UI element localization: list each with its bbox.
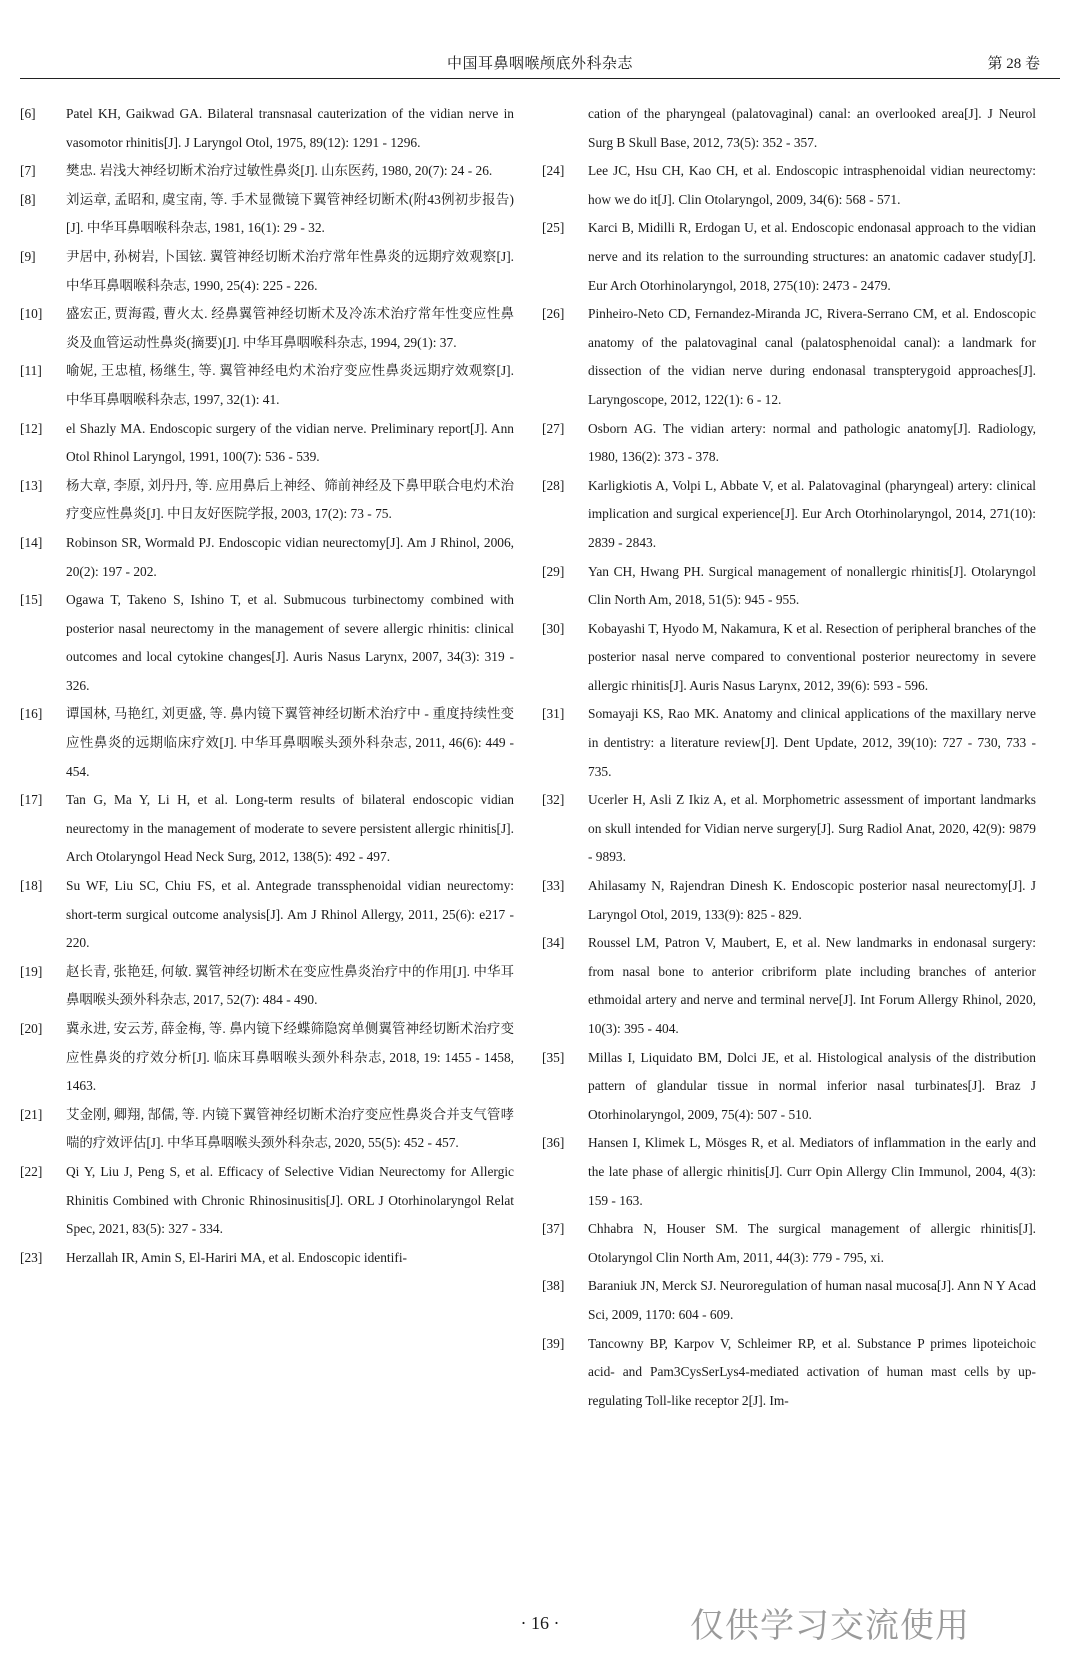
reference-text: Robinson SR, Wormald PJ. Endoscopic vidian neurectomy[J]. Am J Rhinol, 2006, 20(2): 197 - 202. (66, 534, 514, 579)
reference-number: [23] (20, 1249, 43, 1265)
reference-text: 冀永进, 安云芳, 薛金梅, 等. 鼻内镜下经蝶筛隐窝单侧翼管神经切断术治疗变应性鼻炎的疗效分析[J]. 临床耳鼻咽喉头颈外科杂志, 2018, 19: 1455 - 1458, 1463. (66, 1021, 514, 1094)
reference-entry (542, 415, 1036, 472)
reference-entry (20, 157, 514, 186)
reference-number: [10] (20, 306, 43, 322)
reference-number: [8] (20, 191, 36, 207)
reference-entry (542, 558, 1036, 615)
reference-text: Chhabra N, Houser SM. The surgical management of allergic rhinitis[J]. Otolaryngol Clin North Am, 2011, 44(3): 779 - 795, xi. (588, 1221, 1036, 1265)
reference-text: Ahilasamy N, Rajendran Dinesh K. Endoscopic posterior nasal neurectomy[J]. J Laryngol Otol, 2019, 133(9): 825 - 829. (588, 878, 1036, 922)
reference-number: [13] (20, 477, 43, 493)
reference-text: Herzallah IR, Amin S, El-Hariri MA, et al. Endoscopic identifi- (66, 1249, 408, 1265)
reference-text: Tancowny BP, Karpov V, Schleimer RP, et al. Substance P primes lipoteichoic acid- and Pam3CysSerLys4-mediated activation of human mast cells by up-regulating Toll-like receptor 2[J]. Im- (588, 1335, 1036, 1408)
reference-entry (20, 700, 514, 786)
reference-entry (20, 529, 514, 586)
reference-text: Tan G, Ma Y, Li H, et al. Long-term results of bilateral endoscopic vidian neurectomy in the management of moderate to severe persistent allergic rhinitis[J]. Arch Otolaryngol Head Neck Surg, 2012, 138(5): 492 - 497. (66, 792, 514, 865)
reference-text: Pinheiro-Neto CD, Fernandez-Miranda JC, Rivera-Serrano CM, et al. Endoscopic anatomy of the palatovaginal canal (palatosphenoidal canal): a landmark for dissection of the vidian nerve during endonasal transpterygoid approaches[J]. Laryngoscope, 2012, 122(1): 6 - 12. (588, 306, 1036, 407)
reference-entry (542, 157, 1036, 214)
reference-entry (20, 1158, 514, 1244)
reference-number: [7] (20, 163, 36, 179)
reference-entry (20, 357, 514, 414)
reference-text: Roussel LM, Patron V, Maubert, E, et al. New landmarks in endonasal surgery: from nasal bone to anterior cribriform plate including branches of anterior ethmoidal artery and nerve and terminal nerve[J]. Int Forum Allergy Rhinol, 2020, 10(3): 395 - 404. (588, 935, 1036, 1036)
reference-number: [6] (20, 106, 36, 121)
reference-text: el Shazly MA. Endoscopic surgery of the vidian nerve. Preliminary report[J]. Ann Otol Rhinol Laryngol, 1991, 100(7): 536 - 539. (66, 420, 514, 465)
reference-number: [28] (542, 477, 565, 493)
reference-number: [30] (542, 620, 565, 636)
reference-text: Karligkiotis A, Volpi L, Abbate V, et al. Palatovaginal (pharyngeal) artery: clinical implication and surgical experience[J]. Eur Arch Otorhinolaryngol, 2014, 271(10): 2839 - 2843. (588, 477, 1036, 550)
reference-text: Patel KH, Gaikwad GA. Bilateral transnasal cauterization of the vidian nerve in vasomotor rhinitis[J]. J Laryngol Otol, 1975, 89(12): 1291 - 1296. (66, 106, 514, 150)
reference-number: [35] (542, 1049, 565, 1065)
reference-number: [18] (20, 878, 43, 894)
reference-text: Ucerler H, Asli Z Ikiz A, et al. Morphometric assessment of important landmarks on skull intended for Vidian nerve surgery[J]. Surg Radiol Anat, 2020, 42(9): 9879 - 9893. (588, 792, 1036, 865)
reference-number: [29] (542, 563, 565, 579)
reference-number: [27] (542, 420, 565, 436)
reference-text: 喻妮, 王忠植, 杨继生, 等. 翼管神经电灼术治疗变应性鼻炎远期疗效观察[J]. 中华耳鼻咽喉科杂志, 1997, 32(1): 41. (66, 363, 514, 407)
reference-text: 盛宏正, 贾海霞, 曹火太. 经鼻翼管神经切断术及冷冻术治疗常年性变应性鼻炎及血管运动性鼻炎(摘要)[J]. 中华耳鼻咽喉科杂志, 1994, 29(1): 37. (66, 306, 514, 350)
reference-number: [16] (20, 706, 43, 722)
reference-number: [9] (20, 248, 36, 264)
reference-entry (20, 1101, 514, 1158)
header-rule (20, 78, 1060, 79)
reference-number: [22] (20, 1163, 43, 1179)
reference-number: [34] (542, 935, 565, 951)
reference-number: [15] (20, 592, 43, 608)
reference-number: [24] (542, 163, 565, 179)
reference-text: Somayaji KS, Rao MK. Anatomy and clinical applications of the maxillary nerve in dentistry: a literature review[J]. Dent Update, 2012, 39(10): 727 - 730, 733 - 735. (588, 706, 1036, 779)
reference-entry (20, 186, 514, 243)
reference-entry (20, 415, 514, 472)
reference-number: [37] (542, 1221, 565, 1237)
reference-entry (542, 872, 1036, 929)
reference-text: Millas I, Liquidato BM, Dolci JE, et al. Histological analysis of the distribution pattern of glandular tissue in normal inferior nasal turbinates[J]. Braz J Otorhinolaryngol, 2009, 75(4): 507 - 510. (588, 1049, 1036, 1122)
reference-entry (542, 472, 1036, 558)
reference-number: [26] (542, 306, 565, 322)
reference-entry (542, 615, 1036, 701)
reference-number: [33] (542, 878, 565, 894)
reference-text: 艾金刚, 卿翔, 郜儒, 等. 内镜下翼管神经切断术治疗变应性鼻炎合并支气管哮喘的疗效评估[J]. 中华耳鼻咽喉头颈外科杂志, 2020, 55(5): 452 - 457. (66, 1106, 514, 1151)
reference-entry (542, 1272, 1036, 1329)
reference-text: 刘运章, 孟昭和, 虞宝南, 等. 手术显微镜下翼管神经切断术(附43例初步报告)[J]. 中华耳鼻咽喉科杂志, 1981, 16(1): 29 - 32. (66, 191, 514, 236)
reference-entry (542, 700, 1036, 786)
reference-entry (20, 872, 514, 958)
reference-number: [39] (542, 1335, 565, 1351)
reference-entry (542, 929, 1036, 1043)
reference-number: [12] (20, 420, 43, 436)
reference-text: 谭国林, 马艳红, 刘更盛, 等. 鼻内镜下翼管神经切断术治疗中 - 重度持续性变应性鼻炎的远期临床疗效[J]. 中华耳鼻咽喉头颈外科杂志, 2011, 46(6): 449 - 454. (66, 706, 514, 779)
reference-text: Karci B, Midilli R, Erdogan U, et al. Endoscopic endonasal approach to the vidian nerve and its relation to the surrounding structures: an anatomic cadaver study[J]. Eur Arch Otorhinolaryngol, 2018, 275(10): 2473 - 2479. (588, 220, 1036, 293)
reference-number: [20] (20, 1021, 43, 1036)
reference-text: Qi Y, Liu J, Peng S, et al. Efficacy of Selective Vidian Neurectomy for Allergic Rhinitis Combined with Chronic Rhinosinusitis[J]. ORL J Otorhinolaryngol Relat Spec, 2021, 83(5): 327 - 334. (66, 1163, 514, 1237)
left-reference-column (20, 100, 514, 1272)
reference-entry (542, 1044, 1036, 1130)
reference-text: 杨大章, 李原, 刘丹丹, 等. 应用鼻后上神经、筛前神经及下鼻甲联合电灼术治疗变应性鼻炎[J]. 中日友好医院学报, 2003, 17(2): 73 - 75. (66, 477, 514, 522)
reference-entry (20, 1015, 514, 1101)
reference-entry (20, 100, 514, 157)
reference-text: Baraniuk JN, Merck SJ. Neuroregulation of human nasal mucosa[J]. Ann N Y Acad Sci, 2009, 1170: 604 - 609. (588, 1278, 1036, 1322)
reference-entry (542, 786, 1036, 872)
continued-reference-text: cation of the pharyngeal (palatovaginal) canal: an overlooked area[J]. J Neurol Surg B Skull Base, 2012, 73(5): 352 - 357. (588, 106, 1036, 150)
watermark: 仅供学习交流使用 (690, 1606, 970, 1646)
reference-number: [17] (20, 792, 43, 808)
reference-entry (20, 586, 514, 700)
reference-text: Yan CH, Hwang PH. Surgical management of nonallergic rhinitis[J]. Otolaryngol Clin North Am, 2018, 51(5): 945 - 955. (588, 563, 1036, 608)
reference-text: 尹居中, 孙树岩, 卜国铉. 翼管神经切断术治疗常年性鼻炎的远期疗效观察[J]. 中华耳鼻咽喉科杂志, 1990, 25(4): 225 - 226. (66, 248, 514, 293)
reference-number: [14] (20, 534, 43, 550)
reference-text: Su WF, Liu SC, Chiu FS, et al. Antegrade transsphenoidal vidian neurectomy: short-term surgical outcome analysis[J]. Am J Rhinol Allergy, 2011, 25(6): e217 - 220. (66, 878, 514, 951)
reference-number: [36] (542, 1135, 565, 1151)
reference-entry (20, 1244, 514, 1273)
reference-entry (542, 300, 1036, 414)
reference-text: Kobayashi T, Hyodo M, Nakamura, K et al. Resection of peripheral branches of the posterior nasal nerve compared to conventional posterior neurectomy in severe allergic rhinitis[J]. Auris Nasus Larynx, 2012, 39(6): 593 - 596. (588, 620, 1036, 693)
reference-text: Ogawa T, Takeno S, Ishino T, et al. Submucous turbinectomy combined with posterior nasal neurectomy in the management of severe allergic rhinitis: clinical outcomes and local cytokine changes[J]. Auris Nasus Larynx, 2007, 34(3): 319 - 326. (66, 592, 514, 693)
reference-entry (20, 786, 514, 872)
reference-text: Lee JC, Hsu CH, Kao CH, et al. Endoscopic intrasphenoidal vidian neurectomy: how we do it[J]. Clin Otolaryngol, 2009, 34(6): 568 - 571. (588, 163, 1036, 207)
reference-entry (542, 1215, 1036, 1272)
reference-number: [11] (20, 363, 42, 379)
reference-entry (20, 300, 514, 357)
reference-number: [32] (542, 792, 565, 808)
reference-number: [31] (542, 706, 565, 722)
page-number: · 16 · (520, 1613, 560, 1633)
right-reference-column (542, 100, 1036, 1415)
reference-text: 赵长青, 张艳廷, 何敏. 翼管神经切断术在变应性鼻炎治疗中的作用[J]. 中华耳鼻咽喉头颈外科杂志, 2017, 52(7): 484 - 490. (66, 963, 514, 1008)
reference-text: 樊忠. 岩浅大神经切断术治疗过敏性鼻炎[J]. 山东医药, 1980, 20(7): 24 - 26. (66, 163, 493, 179)
running-header (40, 46, 1040, 80)
reference-entry (20, 958, 514, 1015)
reference-number: [19] (20, 963, 43, 979)
reference-entry (20, 243, 514, 300)
reference-number: [38] (542, 1278, 565, 1294)
volume-label: 第 28 卷 (987, 56, 1040, 72)
reference-text: Osborn AG. The vidian artery: normal and pathologic anatomy[J]. Radiology, 1980, 136(2): 373 - 378. (588, 420, 1036, 465)
journal-title: 中国耳鼻咽喉颅底外科杂志 (446, 56, 633, 72)
reference-text: Hansen I, Klimek L, Mösges R, et al. Mediators of inflammation in the early and the late phase of allergic rhinitis[J]. Curr Opin Allergy Clin Immunol, 2004, 4(3): 159 - 163. (588, 1135, 1036, 1208)
reference-number: [25] (542, 220, 565, 236)
reference-entry (20, 472, 514, 529)
reference-entry (542, 1330, 1036, 1416)
reference-entry (542, 1129, 1036, 1215)
reference-number: [21] (20, 1106, 43, 1122)
reference-entry (542, 214, 1036, 300)
